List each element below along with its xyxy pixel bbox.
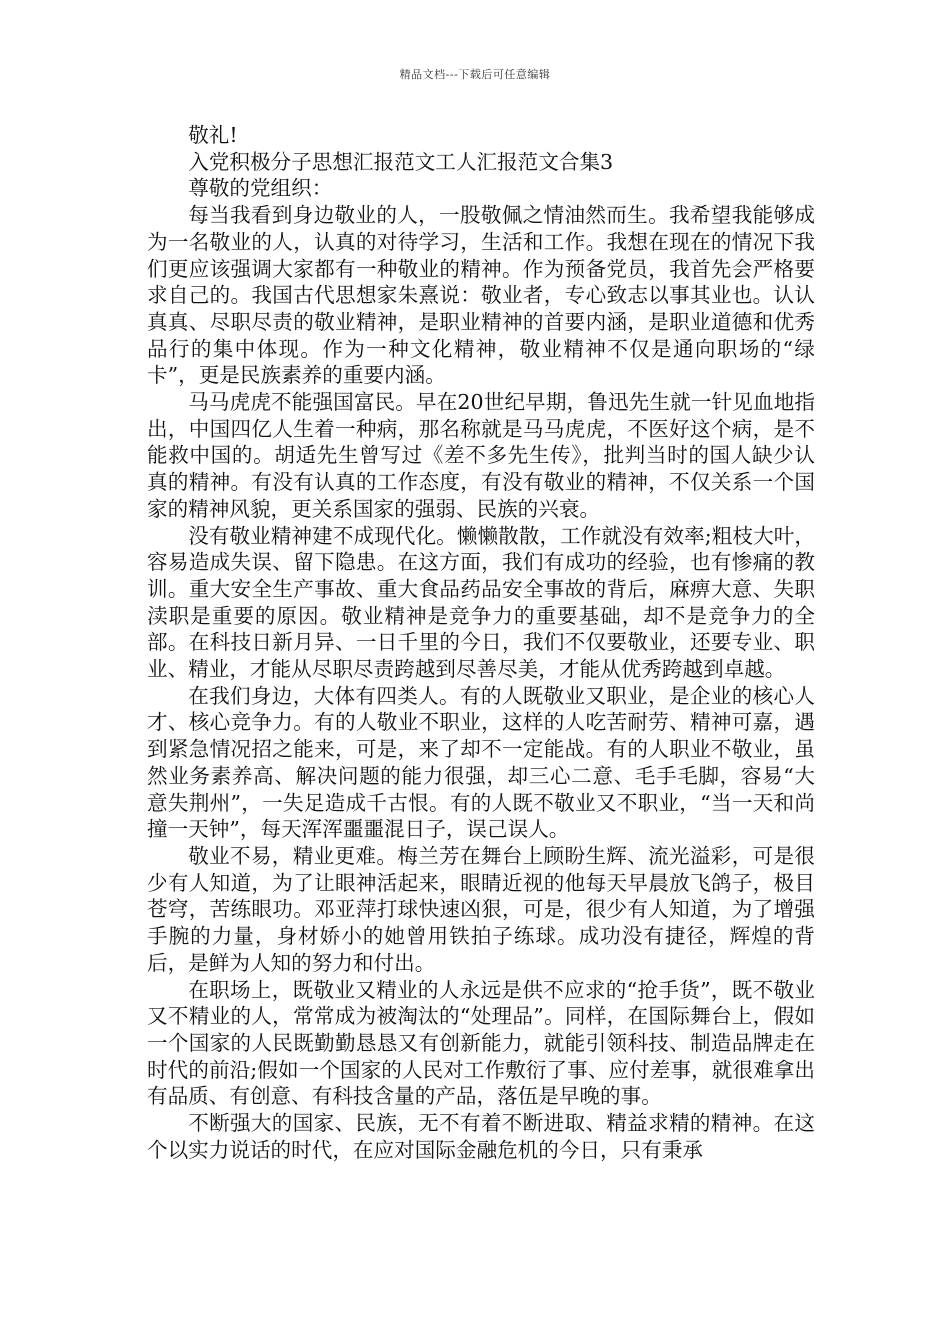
greeting: 尊敬的党组织： [188, 176, 333, 201]
document-title: 入党积极分子思想汇报范文工人汇报范文合集3 [188, 149, 614, 174]
closing-salutation: 敬礼! [188, 123, 238, 147]
paragraph: 马马虎虎不能强国富民。早在20世纪早期，鲁迅先生就一针见血地指出，中国四亿人生着一种病，那名称就是马马虎虎，不医好这个病，是不能救中国的。胡适先生曾写过《差不多先生传》，批判当时的国人缺少认真的精神。有没有认真的工作态度，有没有敬业的精神，不仅关系一个国家的精神风貌，更关系国家的强弱、民族的兴衰。 [147, 390, 815, 521]
paragraph: 在职场上，既敬业又精业的人永远是供不应求的“抢手货”，既不敬业又不精业的人，常常成为被淘汰的“处理品”。同样，在国际舞台上，假如一个国家的人民既勤勤恳恳又有创新能力，就能引领科技、制造品牌走在时代的前沿;假如一个国家的人民对工作敷衍了事、应付差事，就很难拿出有品质、有创意、有科技含量的产品，落伍是早晚的事。 [147, 977, 815, 1109]
paragraph: 每当我看到身边敬业的人，一股敬佩之情油然而生。我希望我能够成为一名敬业的人，认真的对待学习，生活和工作。我想在现在的情况下我们更应该强调大家都有一种敬业的精神。作为预备党员，我首先会严格要求自己的。我国古代思想家朱熹说：敬业者，专心致志以事其业也。认认真真、尽职尽责的敬业精神，是职业精神的首要内涵，是职业道德和优秀品行的集中体现。作为一种文化精神，敬业精神不仅是通向职场的“绿卡”，更是民族素养的重要内涵。 [147, 203, 815, 388]
paragraph: 不断强大的国家、民族，无不有着不断进取、精益求精的精神。在这个以实力说话的时代，在应对国际金融危机的今日，只有秉承 [147, 1111, 815, 1162]
paragraph: 没有敬业精神建不成现代化。懒懒散散，工作就没有效率;粗枝大叶，容易造成失误、留下隐患。在这方面，我们有成功的经验，也有惨痛的教训。重大安全生产事故、重大食品药品安全事故的背后，麻痹大意、失职渎职是重要的原因。敬业精神是竞争力的重要基础，却不是竞争力的全部。在科技日新月异、一日千里的今日，我们不仅要敬业，还要专业、职业、精业，才能从尽职尽责跨越到尽善尽美，才能从优秀跨越到卓越。 [147, 523, 815, 682]
document-body [147, 122, 815, 1163]
page-header: 精品文档---下载后可任意编辑 [399, 68, 551, 81]
paragraph: 敬业不易，精业更难。梅兰芳在舞台上顾盼生辉、流光溢彩，可是很少有人知道，为了让眼神活起来，眼睛近视的他每天早晨放飞鸽子，极目苍穹，苦练眼功。邓亚萍打球快速凶狠，可是，很少有人知道，为了增强手腕的力量，身材娇小的她曾用铁拍子练球。成功没有捷径，辉煌的背后，是鲜为人知的努力和付出。 [147, 843, 815, 975]
paragraph: 在我们身边，大体有四类人。有的人既敬业又职业，是企业的核心人才、核心竞争力。有的人敬业不职业，这样的人吃苦耐劳、精神可嘉，遇到紧急情况招之能来，可是，来了却不一定能战。有的人职业不敬业，虽然业务素养高、解决问题的能力很强，却三心二意、毛手毛脚，容易“大意失荆州”，一失足造成千古恨。有的人既不敬业又不职业，“当一天和尚撞一天钟”，每天浑浑噩噩混日子，误己误人。 [147, 683, 815, 842]
